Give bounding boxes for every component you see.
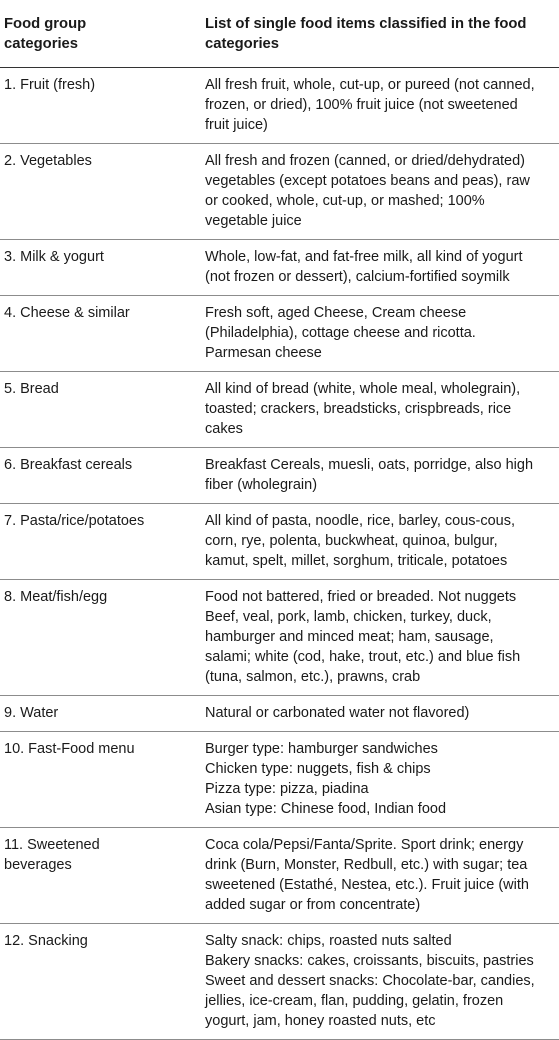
items-text: Fresh soft, aged Cheese, Cream cheese bbox=[205, 305, 467, 321]
table-row bbox=[0, 580, 559, 696]
header-cell-line: categories bbox=[205, 36, 280, 52]
items-text: yogurt, jam, honey roasted nuts, etc bbox=[205, 1013, 436, 1029]
table-row bbox=[0, 240, 559, 296]
header-food-group-categories bbox=[0, 14, 205, 67]
header-food-items-list bbox=[205, 14, 559, 67]
category-text: 1. Fruit (fresh) bbox=[4, 77, 96, 93]
header-cell-line: Food group bbox=[4, 16, 87, 32]
category-text: 8. Meat/fish/egg bbox=[4, 589, 108, 605]
food-group-category-cell bbox=[0, 924, 205, 1039]
items-text: salami; white (cod, hake, trout, etc.) and blue fish bbox=[205, 649, 521, 665]
items-text: cakes bbox=[205, 421, 243, 437]
items-text: All fresh fruit, whole, cut-up, or pureed (not canned, bbox=[205, 77, 535, 93]
items-text: Burger type: hamburger sandwiches bbox=[205, 741, 438, 757]
food-items-cell bbox=[205, 296, 559, 371]
items-text: toasted; crackers, breadsticks, crispbreads, rice bbox=[205, 401, 512, 417]
food-group-category-cell bbox=[0, 68, 205, 143]
items-text: Chicken type: nuggets, fish & chips bbox=[205, 761, 431, 777]
food-items-cell bbox=[205, 732, 559, 827]
table-row bbox=[0, 372, 559, 448]
table-body bbox=[0, 68, 559, 1040]
food-group-category-cell bbox=[0, 144, 205, 239]
items-text: hamburger and minced meat; ham, sausage, bbox=[205, 629, 494, 645]
category-text: 6. Breakfast cereals bbox=[4, 457, 133, 473]
food-items-cell bbox=[205, 504, 559, 579]
food-group-category-cell bbox=[0, 828, 205, 923]
items-text: vegetables (except potatoes beans and peas), raw bbox=[205, 173, 530, 189]
items-text: sweetened (Estathé, Nestea, etc.). Fruit juice (with bbox=[205, 877, 529, 893]
items-text: Natural or carbonated water not flavored) bbox=[205, 705, 470, 721]
food-group-category-cell bbox=[0, 696, 205, 731]
items-text: Sweet and dessert snacks: Chocolate-bar, candies, bbox=[205, 973, 535, 989]
items-text: All kind of bread (white, whole meal, wholegrain), bbox=[205, 381, 521, 397]
category-text: 5. Bread bbox=[4, 381, 59, 397]
table-row bbox=[0, 296, 559, 372]
category-text: 2. Vegetables bbox=[4, 153, 92, 169]
table-row bbox=[0, 144, 559, 240]
food-items-cell bbox=[205, 828, 559, 923]
items-text: Breakfast Cereals, muesli, oats, porridge, also high bbox=[205, 457, 534, 473]
items-text: (tuna, salmon, etc.), prawns, crab bbox=[205, 669, 421, 685]
items-text: Food not battered, fried or breaded. Not nuggets bbox=[205, 589, 517, 605]
food-group-category-cell bbox=[0, 580, 205, 695]
items-text: Parmesan cheese bbox=[205, 345, 322, 361]
food-group-category-cell bbox=[0, 296, 205, 371]
items-text: or cooked, whole, cut-up, or mashed; 100% bbox=[205, 193, 485, 209]
table-row bbox=[0, 68, 559, 144]
food-items-cell bbox=[205, 580, 559, 695]
food-group-category-cell bbox=[0, 240, 205, 295]
items-text: Whole, low-fat, and fat-free milk, all kind of yogurt bbox=[205, 249, 523, 265]
food-group-category-cell bbox=[0, 372, 205, 447]
items-text: corn, rye, polenta, buckwheat, quinoa, bulgur, bbox=[205, 533, 498, 549]
items-text: (not frozen or dessert), calcium-fortified soymilk bbox=[205, 269, 510, 285]
items-text: frozen, or dried), 100% fruit juice (not sweetened bbox=[205, 97, 518, 113]
table-row bbox=[0, 732, 559, 828]
food-items-cell bbox=[205, 696, 559, 731]
category-text: 3. Milk & yogurt bbox=[4, 249, 104, 265]
food-items-cell bbox=[205, 68, 559, 143]
items-text: added sugar or from concentrate) bbox=[205, 897, 421, 913]
items-text: drink (Burn, Monster, Redbull, etc.) with sugar; tea bbox=[205, 857, 528, 873]
items-text: Salty snack: chips, roasted nuts salted bbox=[205, 933, 452, 949]
category-text: 12. Snacking bbox=[4, 933, 88, 949]
items-text: Pizza type: pizza, piadina bbox=[205, 781, 369, 797]
category-text: 7. Pasta/rice/potatoes bbox=[4, 513, 145, 529]
food-group-category-cell bbox=[0, 448, 205, 503]
items-text: (Philadelphia), cottage cheese and ricotta. bbox=[205, 325, 476, 341]
header-cell-line: List of single food items classified in the food bbox=[205, 16, 527, 32]
category-text: 10. Fast-Food menu bbox=[4, 741, 135, 757]
items-text: Coca cola/Pepsi/Fanta/Sprite. Sport drink; energy bbox=[205, 837, 524, 853]
items-text: Bakery snacks: cakes, croissants, biscuits, pastries bbox=[205, 953, 534, 969]
table-row bbox=[0, 696, 559, 732]
items-text: vegetable juice bbox=[205, 213, 302, 229]
food-items-cell bbox=[205, 240, 559, 295]
table-row bbox=[0, 448, 559, 504]
food-group-category-cell bbox=[0, 732, 205, 827]
category-text: beverages bbox=[4, 857, 72, 873]
table-row bbox=[0, 924, 559, 1040]
items-text: fiber (wholegrain) bbox=[205, 477, 318, 493]
category-text: 11. Sweetened bbox=[4, 837, 100, 853]
food-items-cell bbox=[205, 144, 559, 239]
table-header-row bbox=[0, 10, 559, 68]
items-text: fruit juice) bbox=[205, 117, 268, 133]
items-text: jellies, ice-cream, flan, pudding, gelatin, frozen bbox=[205, 993, 504, 1009]
category-text: 4. Cheese & similar bbox=[4, 305, 130, 321]
items-text: Asian type: Chinese food, Indian food bbox=[205, 801, 447, 817]
items-text: All fresh and frozen (canned, or dried/dehydrated) bbox=[205, 153, 525, 169]
items-text: All kind of pasta, noodle, rice, barley, cous-cous, bbox=[205, 513, 516, 529]
food-group-category-cell bbox=[0, 504, 205, 579]
items-text: Beef, veal, pork, lamb, chicken, turkey, duck, bbox=[205, 609, 492, 625]
food-items-cell bbox=[205, 372, 559, 447]
items-text: kamut, spelt, millet, sorghum, triticale, potatoes bbox=[205, 553, 508, 569]
category-text: 9. Water bbox=[4, 705, 59, 721]
food-items-cell bbox=[205, 448, 559, 503]
header-cell-line: categories bbox=[4, 36, 79, 52]
table-row bbox=[0, 504, 559, 580]
food-items-cell bbox=[205, 924, 559, 1039]
table-row bbox=[0, 828, 559, 924]
